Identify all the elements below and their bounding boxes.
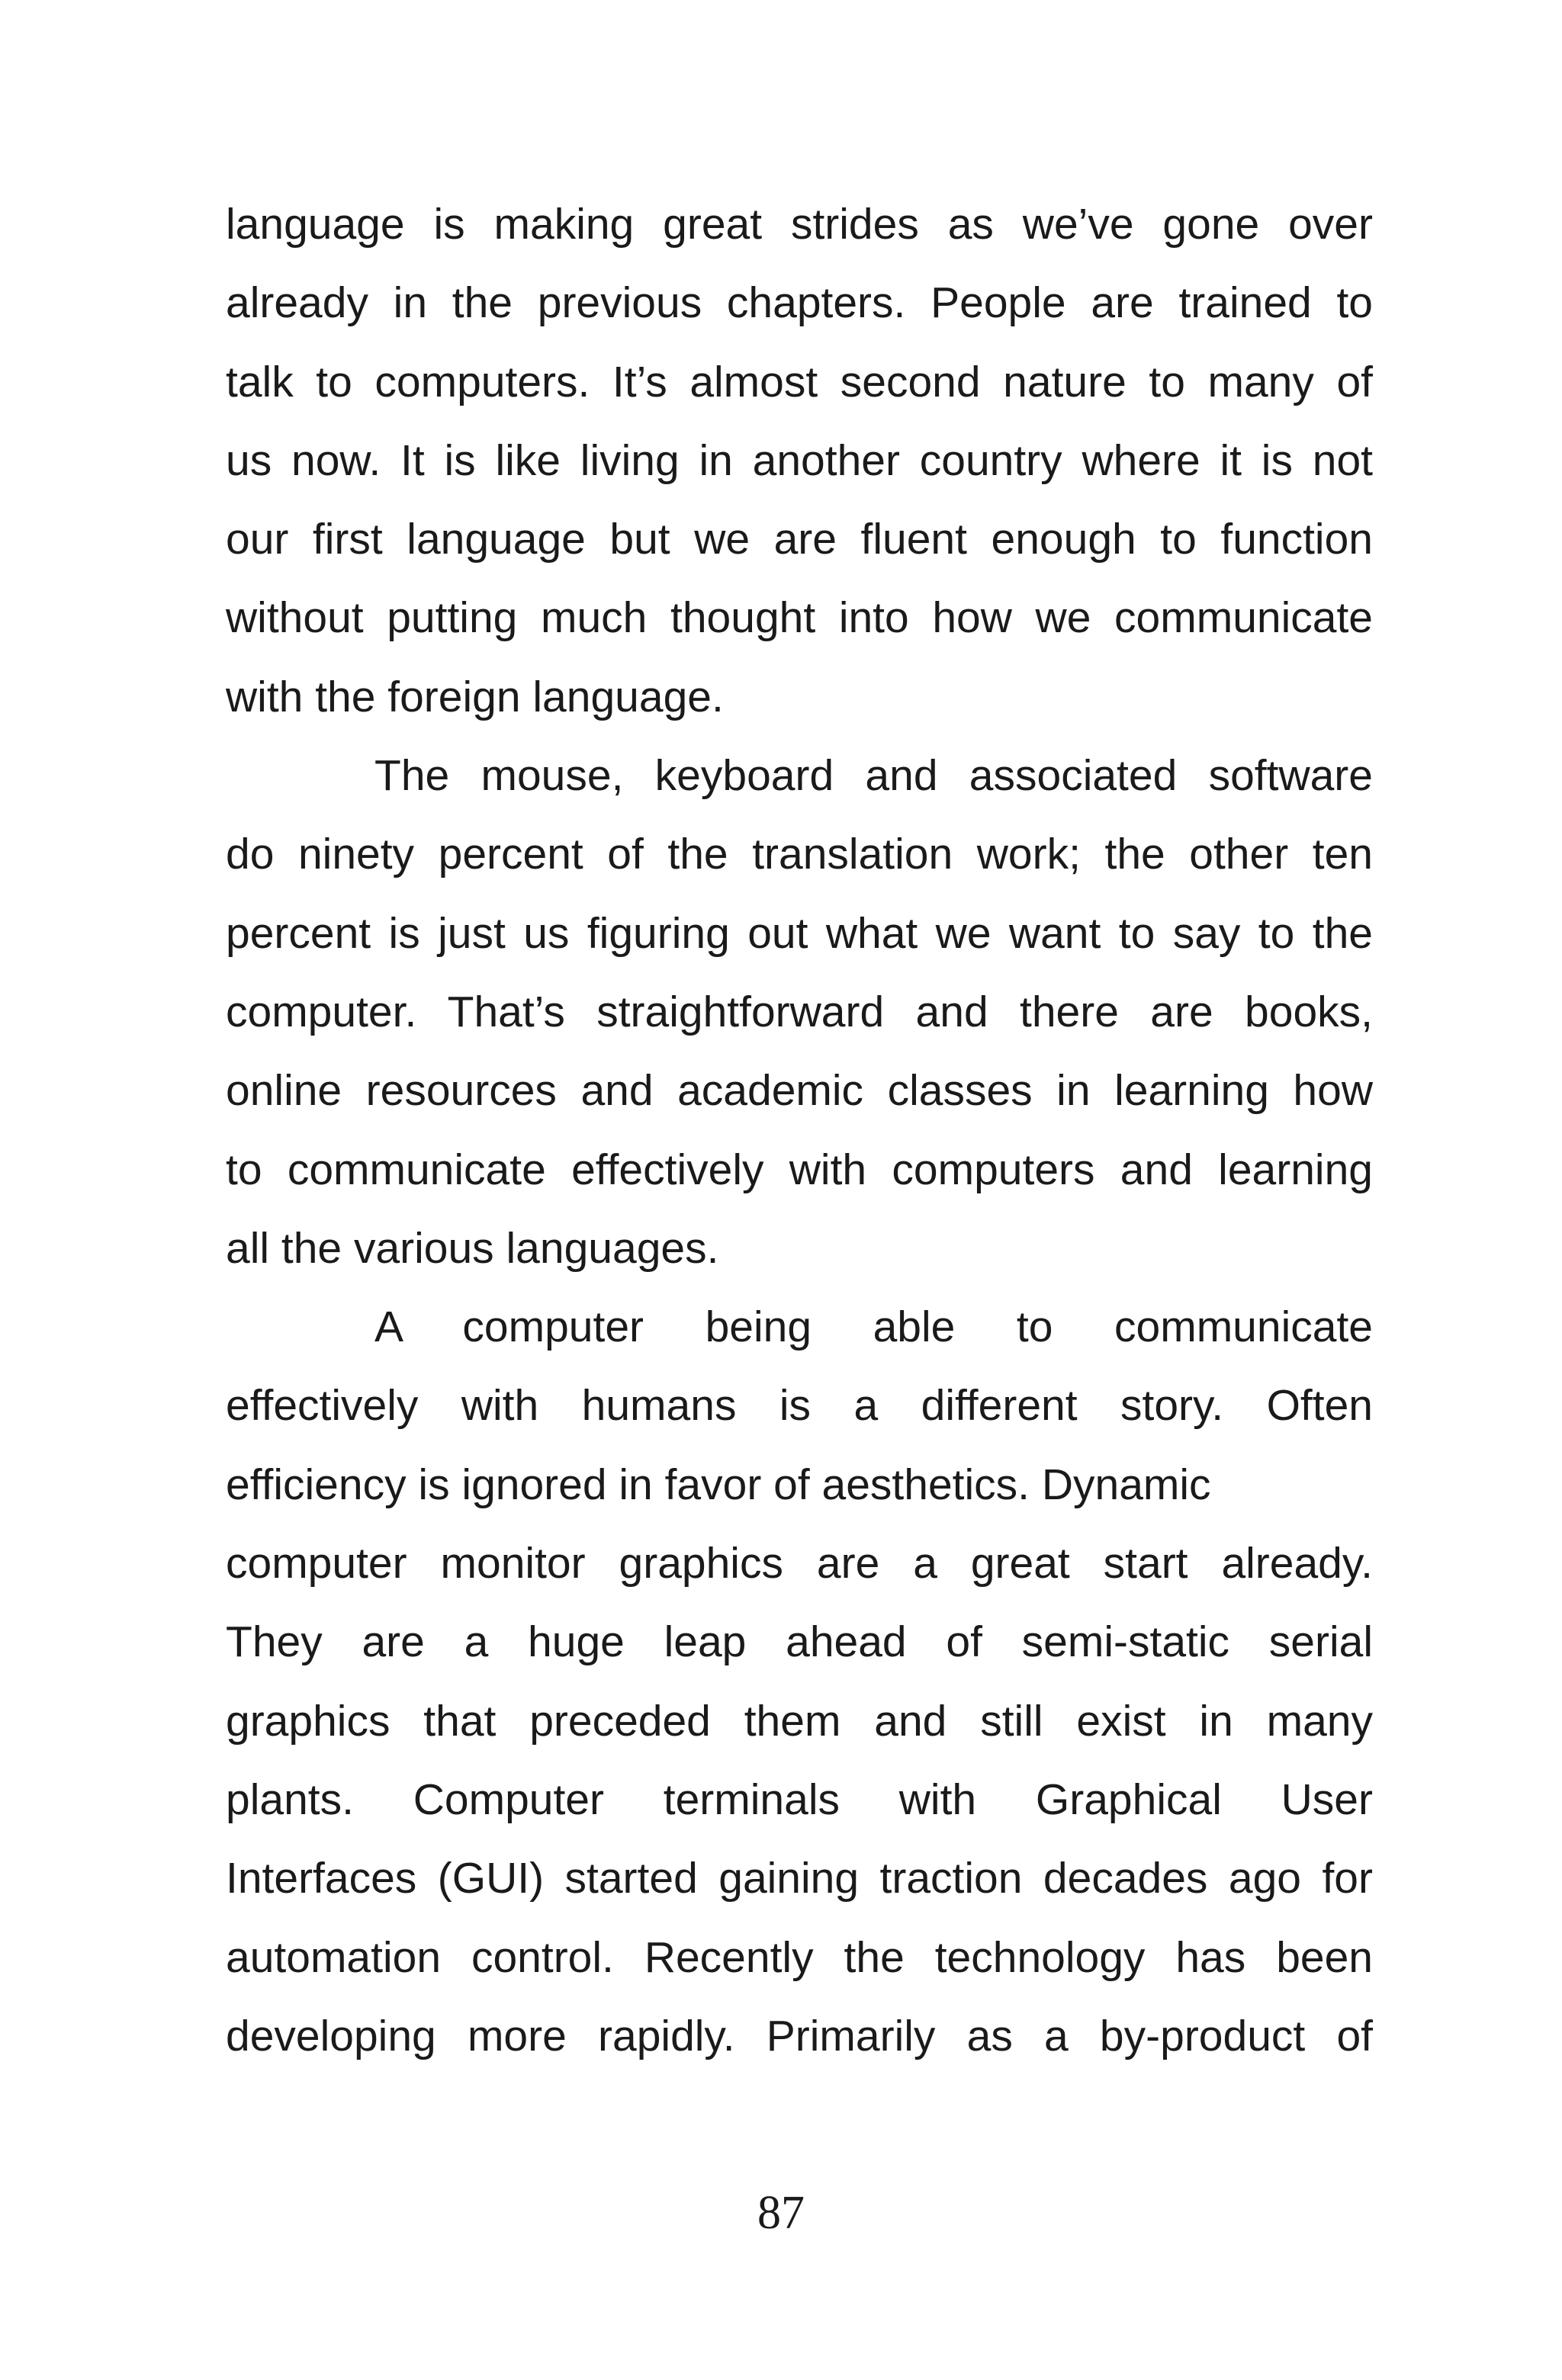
text-line: graphics that preceded them and still exist in many [226,1696,1373,1746]
paragraph-3 [226,1288,1373,2076]
text-line: efficiency is ignored in favor of aesthetics. Dynamic [226,1460,1211,1509]
text-line: already in the previous chapters. People are trained to [226,278,1373,328]
text-line: to communicate effectively with computers and learning [226,1145,1373,1194]
text-line: language is making great strides as we’ve gone over [226,200,1373,249]
text-line: do ninety percent of the translation work; the other ten [226,830,1373,879]
text-line: computer monitor graphics are a great start already. [226,1539,1373,1588]
text-line: The mouse, keyboard and associated software [374,751,1373,801]
text-line: talk to computers. It’s almost second nature to many of [226,357,1373,406]
text-line: computer. That’s straightforward and there are books, [226,987,1373,1036]
text-line: all the various languages. [226,1223,719,1273]
text-line: our first language but we are fluent enough to function [226,515,1373,564]
paragraph-1 [226,185,1373,737]
text-line: Interfaces (GUI) started gaining traction decades ago for [226,1854,1373,1903]
text-line: without putting much thought into how we communicate [226,593,1373,643]
text-line: developing more rapidly. Primarily as a by-product of [226,2011,1373,2060]
text-line: A computer being able to communicate [374,1302,1373,1352]
text-line: effectively with humans is a different story. Often [226,1381,1373,1431]
page-number: 87 [757,2187,805,2239]
text-line: percent is just us figuring out what we want to say to the [226,908,1373,958]
text-line: with the foreign language. [226,672,724,721]
body-text [226,185,1373,2076]
text-line: online resources and academic classes in learning how [226,1066,1373,1116]
paragraph-2 [226,737,1373,1288]
text-line: us now. It is like living in another country where it is not [226,435,1373,485]
text-line: plants. Computer terminals with Graphical User [226,1775,1373,1824]
text-line: automation control. Recently the technology has been [226,1932,1373,1982]
text-line: They are a huge leap ahead of semi-static serial [226,1617,1373,1667]
